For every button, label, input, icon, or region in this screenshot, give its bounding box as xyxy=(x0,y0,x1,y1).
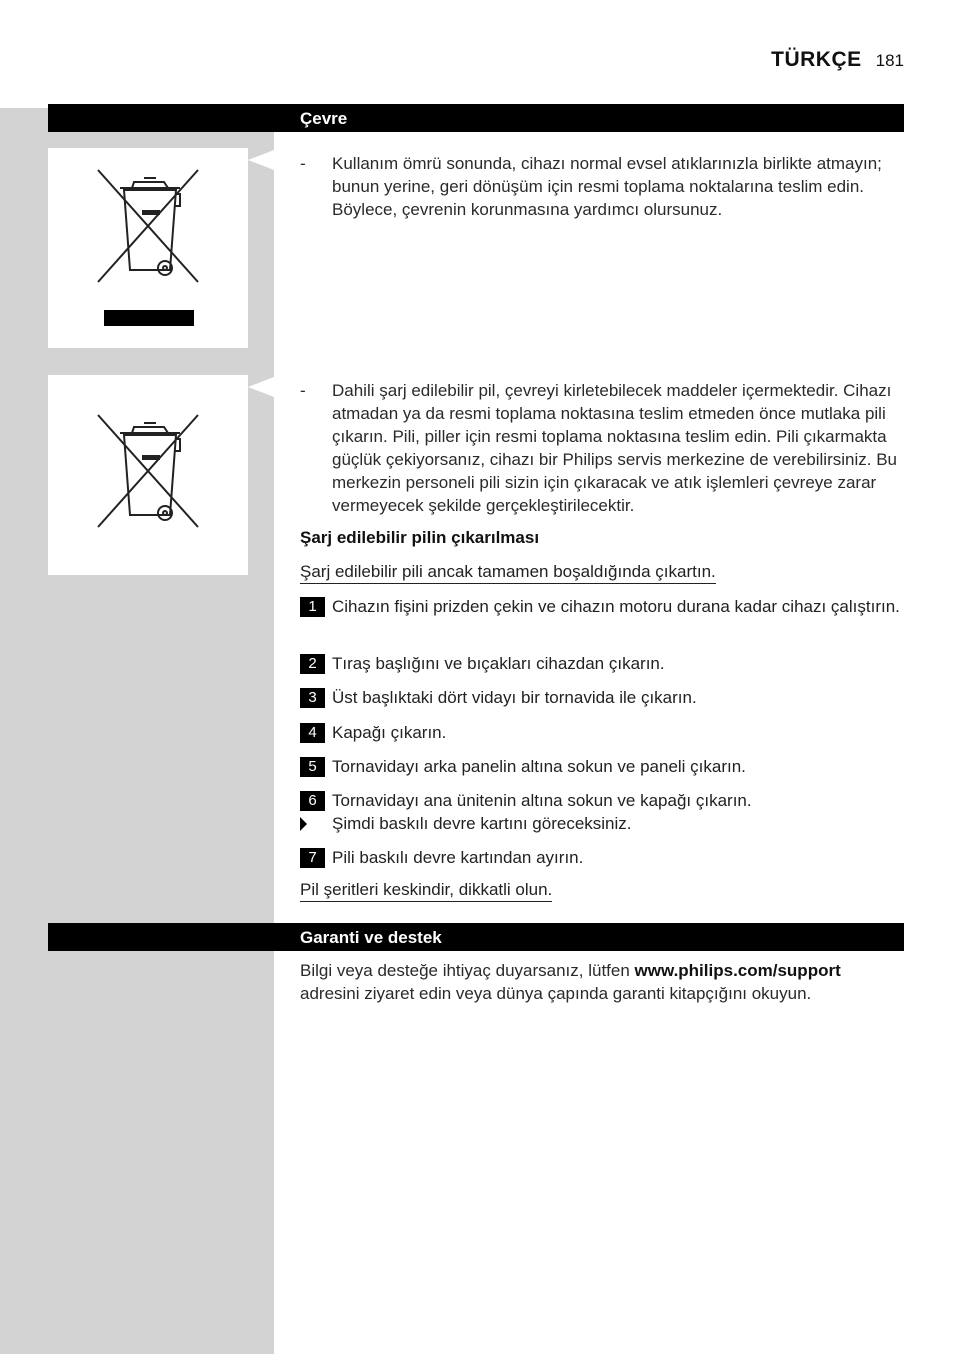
battery-removal-note-bottom: Pil şeritleri keskindir, dikkatli olun. xyxy=(300,880,552,902)
result-marker-icon xyxy=(300,817,307,831)
language-title: TÜRKÇE xyxy=(771,48,862,71)
step-number: 1 xyxy=(300,597,325,617)
warranty-text-after: adresini ziyaret edin veya dünya çapında garanti kitapçığını okuyun. xyxy=(300,984,812,1003)
step-3 xyxy=(300,686,904,709)
step-text: Tıraş başlığını ve bıçakları cihazdan çıkarın. xyxy=(332,654,665,673)
page-header xyxy=(771,48,904,74)
step-number: 7 xyxy=(300,848,325,868)
crossed-out-wheelie-bin-icon xyxy=(94,166,204,326)
list-dash: - xyxy=(300,381,306,400)
warranty-text-before: Bilgi veya desteğe ihtiyaç duyarsanız, lütfen xyxy=(300,961,635,980)
step-6 xyxy=(300,789,904,812)
step-text: Pili baskılı devre kartından ayırın. xyxy=(332,848,584,867)
step-number: 5 xyxy=(300,757,325,777)
battery-removal-note-top: Şarj edilebilir pili ancak tamamen boşaldığında çıkartın. xyxy=(300,562,716,584)
warranty-text xyxy=(300,959,904,1005)
section-header-environment xyxy=(48,104,904,132)
section-header-warranty xyxy=(48,923,904,951)
step-1 xyxy=(300,595,904,618)
environment-item-1 xyxy=(300,152,904,221)
environment-item-2 xyxy=(300,379,904,517)
step-5 xyxy=(300,755,904,778)
step-7 xyxy=(300,846,904,869)
battery-disposal-symbol-box xyxy=(48,375,248,575)
section-title: Garanti ve destek xyxy=(300,928,442,947)
step-2 xyxy=(300,652,904,675)
page-number: 181 xyxy=(875,51,904,70)
environment-item-text: Dahili şarj edilebilir pil, çevreyi kirletebilecek maddeler içermektedir. Cihazı atmadan ya da resmi toplama noktasına teslim etmeden önce mutlaka pili çıkarın. Pili, piller için resmi toplama noktasına teslim edin. Pili çıkarmakta güçlük çekiyorsanız, cihazı bir Philips servis merkezine de verebilirsiniz. Bu merkezin personeli pili sizin için çıkaracak ve atık işlemleri çevreye zarar vermeyecek şekilde gerçekleştirilecektir. xyxy=(332,381,897,515)
step-number: 3 xyxy=(300,688,325,708)
crossed-out-wheelie-bin-icon xyxy=(94,411,204,535)
step-text: Üst başlıktaki dört vidayı bir tornavida ile çıkarın. xyxy=(332,688,697,707)
step-number: 6 xyxy=(300,791,325,811)
battery-removal-heading: Şarj edilebilir pilin çıkarılması xyxy=(300,528,540,547)
weee-symbol-box xyxy=(48,148,248,348)
section-title: Çevre xyxy=(300,109,348,128)
list-dash: - xyxy=(300,154,306,173)
step-text: Kapağı çıkarın. xyxy=(332,723,447,742)
support-link[interactable]: www.philips.com/support xyxy=(634,961,841,980)
result-text: Şimdi baskılı devre kartını göreceksiniz. xyxy=(332,814,632,833)
step-6-result xyxy=(300,812,904,835)
callout-pointer xyxy=(248,377,274,397)
step-number: 2 xyxy=(300,654,325,674)
step-4 xyxy=(300,721,904,744)
step-text: Tornavidayı arka panelin altına sokun ve paneli çıkarın. xyxy=(332,757,746,776)
callout-pointer xyxy=(248,150,274,170)
step-text: Tornavidayı ana ünitenin altına sokun ve kapağı çıkarın. xyxy=(332,791,752,810)
step-number: 4 xyxy=(300,723,325,743)
step-text: Cihazın fişini prizden çekin ve cihazın motoru durana kadar cihazı çalıştırın. xyxy=(332,597,900,616)
environment-item-text: Kullanım ömrü sonunda, cihazı normal evsel atıklarınızla birlikte atmayın; bunun yerine, geri dönüşüm için resmi toplama noktalarına teslim edin. Böylece, çevrenin korunmasına yardımcı olursunuz. xyxy=(332,154,882,219)
